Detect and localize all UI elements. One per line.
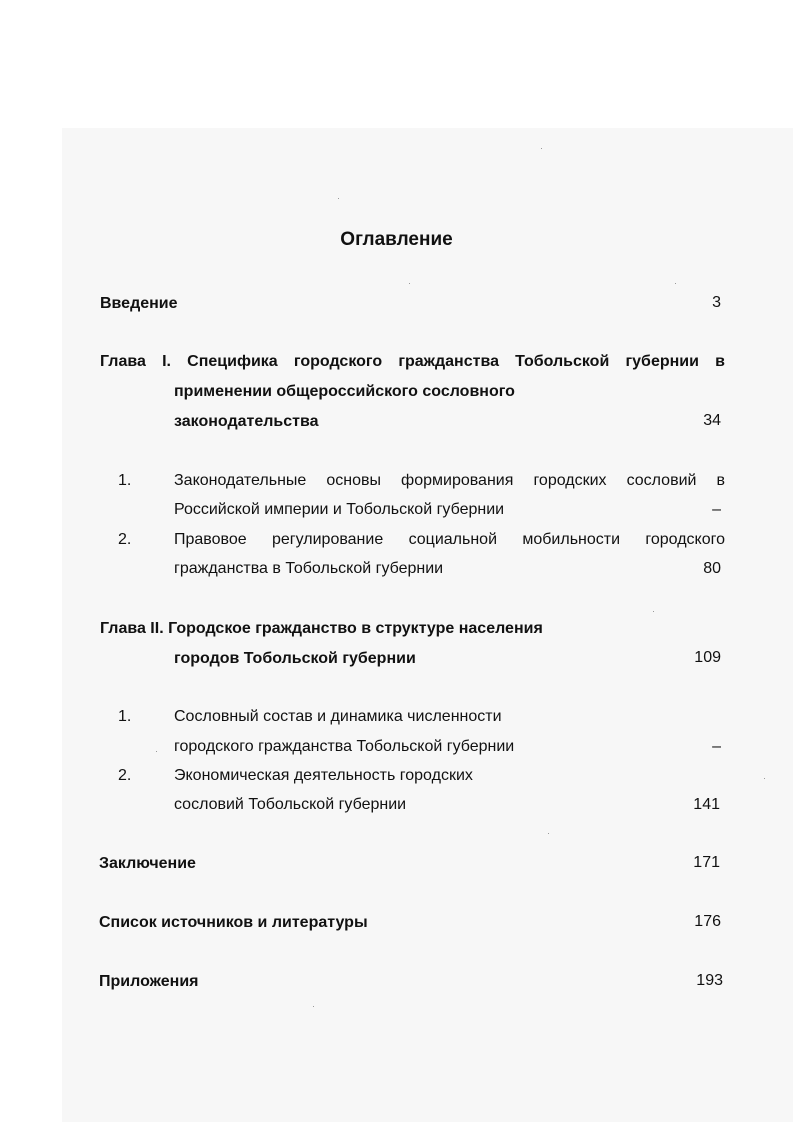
chapter2-section1-index: 1. xyxy=(118,708,132,725)
scan-speck xyxy=(675,283,676,284)
chapter1-title-line3: законодательства xyxy=(174,413,319,430)
chapter1-section2-line2: гражданства в Тобольской губернии xyxy=(174,560,444,577)
chapter1-section1-page: – xyxy=(712,501,721,518)
chapter1-page: 34 xyxy=(703,412,721,429)
chapter2-title-line1: Глава II. Городское гражданство в структуре населения xyxy=(100,620,543,637)
toc-title: Оглавление xyxy=(340,229,453,250)
chapter1-section2-line1: Правовое регулирование социальной мобильности городского xyxy=(174,531,725,548)
toc-entry-sources-page: 176 xyxy=(694,913,721,930)
chapter1-title-line1: Глава I. Специфика городского гражданства Тобольской губернии в xyxy=(100,353,725,370)
chapter2-page: 109 xyxy=(694,649,721,666)
chapter2-section1-line1: Сословный состав и динамика численности xyxy=(174,708,502,725)
chapter1-section2-page: 80 xyxy=(703,560,721,577)
chapter2-title-line2: городов Тобольской губернии xyxy=(174,650,416,667)
toc-entry-appendices-page: 193 xyxy=(696,972,723,989)
scan-speck xyxy=(764,778,765,779)
chapter1-section1-index: 1. xyxy=(118,472,132,489)
toc-entry-intro-page: 3 xyxy=(712,294,721,311)
chapter2-section2-line2: сословий Тобольской губернии xyxy=(174,796,407,813)
scan-speck xyxy=(409,283,410,284)
chapter2-section2-line1: Экономическая деятельность городских xyxy=(174,767,473,784)
toc-entry-sources-label: Список источников и литературы xyxy=(99,914,368,931)
scan-speck xyxy=(338,198,339,199)
scan-speck xyxy=(156,751,157,752)
chapter2-section1-line2: городского гражданства Тобольской губернии xyxy=(174,738,515,755)
toc-entry-conclusion-label: Заключение xyxy=(99,855,196,872)
chapter1-section2-index: 2. xyxy=(118,531,132,548)
toc-entry-appendices-label: Приложения xyxy=(99,973,199,990)
scan-speck xyxy=(548,833,549,834)
scan-speck xyxy=(313,1006,314,1007)
chapter1-title-line2: применении общероссийского сословного xyxy=(174,383,515,400)
chapter1-section1-line2: Российской империи и Тобольской губернии xyxy=(174,501,505,518)
chapter2-section2-page: 141 xyxy=(693,796,720,813)
scan-speck xyxy=(653,611,654,612)
chapter2-section2-index: 2. xyxy=(118,767,132,784)
toc-entry-conclusion-page: 171 xyxy=(693,854,720,871)
chapter2-section1-page: – xyxy=(712,738,721,755)
scan-speck xyxy=(541,148,542,149)
toc-entry-intro-label: Введение xyxy=(100,295,178,312)
chapter1-section1-line1: Законодательные основы формирования городских сословий в xyxy=(174,472,725,489)
